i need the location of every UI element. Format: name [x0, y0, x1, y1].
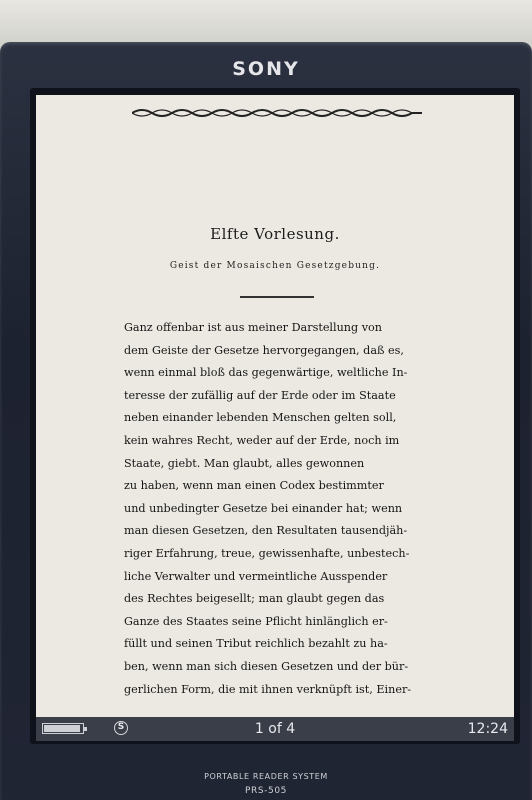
- ereader-screen[interactable]: [36, 95, 514, 717]
- text-line: teresse der zufällig auf der Erde oder im Staate: [124, 388, 396, 402]
- sync-icon: S: [114, 721, 128, 735]
- text-line: Ganz offenbar ist aus meiner Darstellung von: [124, 321, 382, 334]
- chapter-subtitle: Geist der Mosaischen Gesetzgebung.: [169, 261, 381, 271]
- status-bar: [36, 717, 514, 741]
- text-line: liche Verwalter und vermeintliche Ausspender: [124, 569, 388, 583]
- title-rule: [240, 296, 314, 298]
- clock: 12:24: [467, 721, 508, 737]
- model-number: PRS-505: [244, 786, 288, 796]
- page-body-text: [124, 317, 430, 701]
- brand-logo: SONY: [232, 58, 300, 80]
- text-line: Staate, giebt. Man glaubt, alles gewonnen: [124, 456, 365, 470]
- text-line: und unbedingter Gesetze bei einander hat; wenn: [124, 501, 403, 515]
- page-indicator: 1 of 4: [254, 721, 296, 737]
- text-line: dem Geiste der Gesetze hervorgegangen, daß es,: [124, 343, 404, 357]
- text-line: zu haben, wenn man einen Codex bestimmter: [124, 479, 384, 493]
- text-line: neben einander lebenden Menschen gelten soll,: [124, 411, 397, 425]
- text-line: man diesen Gesetzen, den Resultaten tausendjäh-: [124, 524, 408, 538]
- model-caption: PORTABLE READER SYSTEM: [204, 772, 328, 781]
- text-line: Ganze des Staates seine Pflicht hinlänglich er-: [124, 614, 388, 628]
- text-line: füllt und seinen Tribut reichlich bezahlt zu ha-: [124, 637, 388, 651]
- text-line: wenn einmal bloß das gegenwärtige, weltliche In-: [124, 366, 408, 380]
- text-line: kein wahres Recht, weder auf der Erde, noch im: [124, 433, 400, 447]
- ornament-divider: [132, 107, 422, 119]
- text-line: gerlichen Form, die mit ihnen verknüpft ist, Einer-: [124, 682, 412, 696]
- text-line: des Rechtes beigesellt; man glaubt gegen das: [124, 592, 385, 606]
- text-line: riger Erfahrung, treue, gewissenhafte, unbestech-: [124, 546, 410, 560]
- chapter-title: Elfte Vorlesung.: [210, 225, 340, 243]
- text-line: ben, wenn man sich diesen Gesetzen und der bür-: [124, 659, 409, 673]
